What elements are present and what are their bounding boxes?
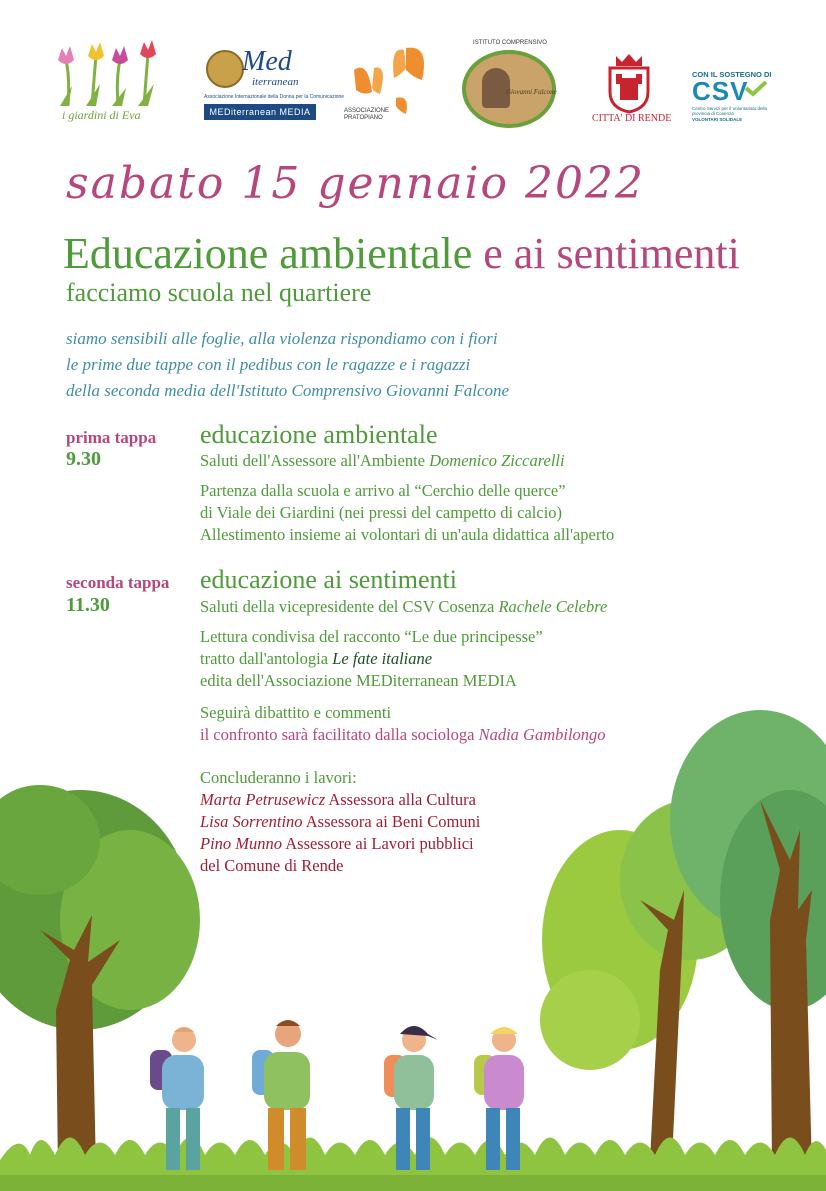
closing-person-name: Pino Munno [200, 834, 283, 853]
butterflies-icon [344, 40, 434, 118]
stage2-title: educazione ai sentimenti [200, 565, 458, 594]
giardini-logo-text: i giardini di Eva [62, 108, 141, 122]
med-logo-bar: MEDiterranean MEDIA [204, 104, 316, 120]
closing-person-role: Assessora alla Cultura [328, 790, 476, 809]
stage1-title: educazione ambientale [200, 420, 438, 449]
stage1-greeting [200, 450, 565, 472]
stage2-reading-line: Lettura condivisa del racconto “Le due principesse” [200, 627, 543, 646]
closing-intro: Concluderanno i lavori: [200, 768, 357, 787]
stage1-details [200, 480, 614, 546]
rende-crest-icon [592, 52, 666, 114]
closing-footer: del Comune di Rende [200, 856, 344, 875]
stage1-detail-line: Allestimento insieme ai volontari di un'aula didattica all'aperto [200, 525, 615, 544]
stage2-reading-text: tratto dall'antologia [200, 649, 329, 668]
stage2-debate-name: Nadia Gambilongo [478, 725, 606, 744]
logo-pratopiano [344, 40, 434, 126]
med-logo-word: Med [242, 46, 292, 77]
stage2-reading-line [200, 648, 543, 670]
med-logo-small: Associazione Internazionale della Donna per la Comunicazione [204, 94, 345, 100]
stage2-label: seconda tappa [66, 573, 170, 592]
intro-line: siamo sensibili alle foglie, alla violenza rispondiamo con i fiori [66, 329, 498, 348]
stage1-detail-line: di Viale dei Giardini (nei pressi del campetto di calcio) [200, 503, 563, 522]
pratopiano-text: ASSOCIAZIONE PRATOPIANO [344, 108, 390, 121]
rende-text: CITTA' DI RENDE [592, 113, 672, 124]
stage2-book-title: Le fate italiane [332, 649, 433, 668]
csv-small-text-2: VOLONTARI SOLIDALE [692, 117, 743, 122]
stage1-time: 9.30 [66, 448, 101, 470]
title-part-1: Educazione ambientale [63, 229, 473, 278]
grass-icon [0, 1138, 826, 1191]
tulips-icon [56, 38, 168, 108]
logo-citta-di-rende [592, 52, 672, 126]
closing-person-role: Assessora ai Beni Comuni [305, 812, 481, 831]
stage2-reading-line: edita dell'Associazione MEDiterranean MEDIA [200, 671, 517, 690]
trees-and-hikers-illustration [0, 700, 826, 1191]
csv-check-icon [744, 80, 768, 96]
closing-person-name: Lisa Sorrentino [200, 812, 303, 831]
stage2-greeting [200, 596, 607, 618]
logo-mediterranean-media [204, 46, 345, 122]
intro-text [66, 326, 509, 404]
istituto-name: Giovanni Falcone [506, 88, 557, 96]
hiker-icon [252, 1020, 310, 1170]
event-date: sabato 15 gennaio 2022 [66, 158, 645, 209]
med-logo-word-2: iterranean [252, 76, 299, 88]
istituto-top-text: ISTITUTO COMPRENSIVO [473, 40, 547, 46]
stage2-time: 11.30 [66, 594, 110, 616]
stage2-debate-line: Seguirà dibattito e commenti [200, 703, 392, 722]
stage1-greeting-name: Domenico Ziccarelli [429, 451, 565, 470]
stage1-greeting-text: Saluti dell'Assessore all'Ambiente [200, 451, 425, 470]
page-title [63, 228, 740, 279]
stage1-detail-line: Partenza dalla scuola e arrivo al “Cerchio delle querce” [200, 481, 566, 500]
page-subtitle: facciamo scuola nel quartiere [66, 278, 372, 307]
closing-person-name: Marta Petrusewicz [200, 790, 326, 809]
stage2-debate-text: il confronto sarà facilitato dalla sociologa [200, 725, 475, 744]
stage2-reading [200, 626, 543, 692]
title-part-2: e ai sentimenti [483, 229, 740, 278]
stage1-label: prima tappa [66, 428, 157, 447]
logo-csv [688, 70, 770, 120]
intro-line: le prime due tappe con il pedibus con le ragazze e i ragazzi [66, 355, 471, 374]
csv-top-text: CON IL SOSTEGNO DI [692, 70, 772, 79]
intro-line: della seconda media dell'Istituto Comprensivo Giovanni Falcone [66, 381, 510, 400]
logo-giardini-di-eva [56, 38, 168, 128]
csv-small-text: Centro Servizi per il Volontariato della provincia di Cosenza [692, 106, 768, 116]
csv-word: CSV [692, 76, 749, 106]
logo-istituto-comprensivo [462, 40, 557, 126]
med-seal-icon [206, 50, 244, 88]
stage2-greeting-name: Rachele Celebre [498, 597, 608, 616]
closing-person-role: Assessore ai Lavori pubblici [285, 834, 474, 853]
stage2-greeting-text: Saluti della vicepresidente del CSV Cosenza [200, 597, 495, 616]
